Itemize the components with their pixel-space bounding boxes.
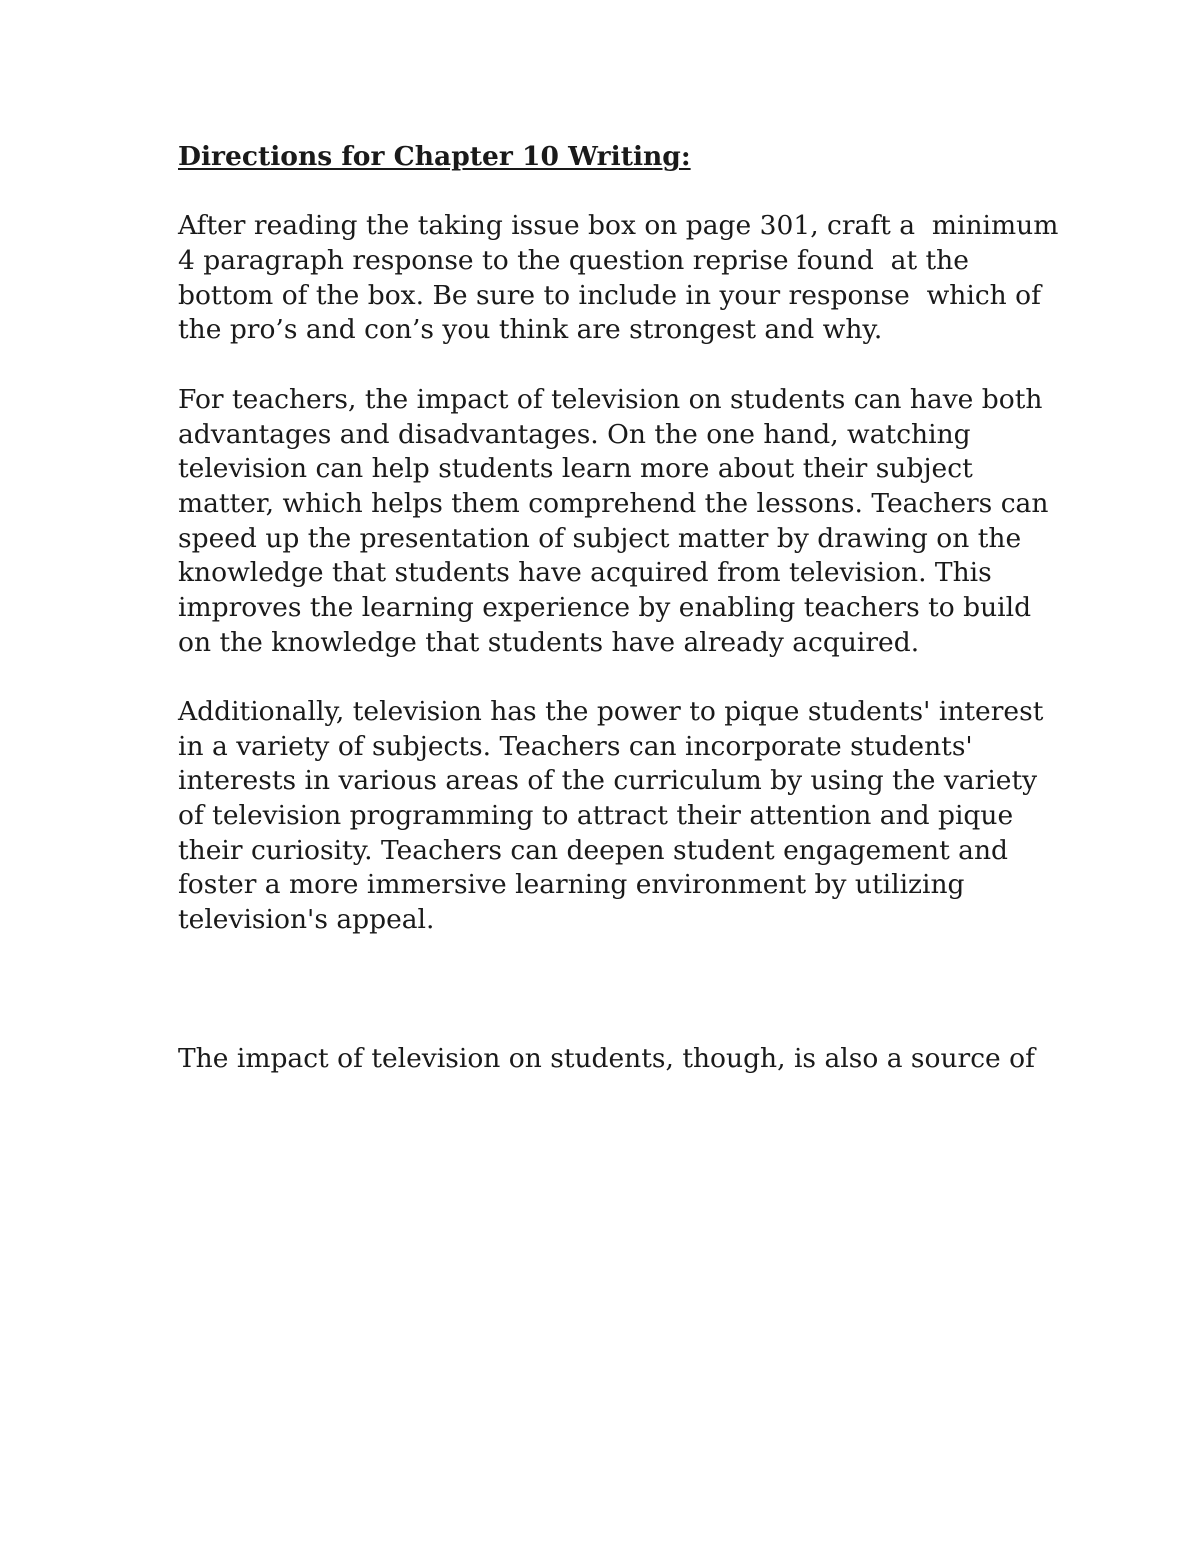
paragraph-line: improves the learning experience by enabling teachers to build: [178, 591, 1032, 623]
paragraph-line: on the knowledge that students have already acquired.: [178, 626, 920, 658]
paragraph-line: television can help students learn more about their subject: [178, 453, 973, 485]
directions-paragraph: [178, 209, 1059, 348]
disadvantages-paragraph: [178, 1042, 1038, 1077]
paragraph-line: After reading the taking issue box on page 301, craft a minimum: [178, 210, 1059, 242]
paragraph-line: interests in various areas of the curriculum by using the variety: [178, 765, 1038, 797]
paragraph-spacer: [178, 175, 1038, 210]
document-heading: Directions for Chapter 10 Writing:: [178, 141, 691, 172]
paragraph-spacer: [178, 348, 1038, 383]
paragraph-line: matter, which helps them comprehend the lessons. Teachers can: [178, 487, 1049, 519]
paragraph-line: foster a more immersive learning environment by utilizing: [178, 869, 965, 901]
paragraph-line: television's appeal.: [178, 904, 435, 936]
paragraph-line: their curiosity. Teachers can deepen student engagement and: [178, 834, 1009, 866]
paragraph-line: Additionally, television has the power to pique students' interest: [178, 696, 1044, 727]
paragraph-line: 4 paragraph response to the question reprise found at the: [178, 245, 969, 277]
paragraph-line: knowledge that students have acquired from television. This: [178, 557, 992, 589]
paragraph-line: in a variety of subjects. Teachers can incorporate students': [178, 730, 973, 762]
paragraph-line: bottom of the box. Be sure to include in your response which of: [178, 279, 1041, 311]
advantages-paragraph: [178, 383, 1049, 661]
paragraph-line: speed up the presentation of subject matter by drawing on the: [178, 522, 1022, 554]
paragraph-line: advantages and disadvantages. On the one hand, watching: [178, 418, 971, 450]
paragraph-line: For teachers, the impact of television on students can have both: [178, 383, 1043, 415]
paragraph-line: the pro’s and con’s you think are strongest and why.: [178, 314, 883, 346]
paragraph-line: of television programming to attract their attention and pique: [178, 800, 1014, 832]
paragraph-line: The impact of television on students, though, is also a source of: [178, 1042, 1035, 1074]
paragraph-spacer: [178, 938, 1038, 1042]
interest-paragraph: [178, 695, 1044, 938]
paragraph-spacer: [178, 660, 1038, 695]
document-body: [178, 140, 1059, 1077]
